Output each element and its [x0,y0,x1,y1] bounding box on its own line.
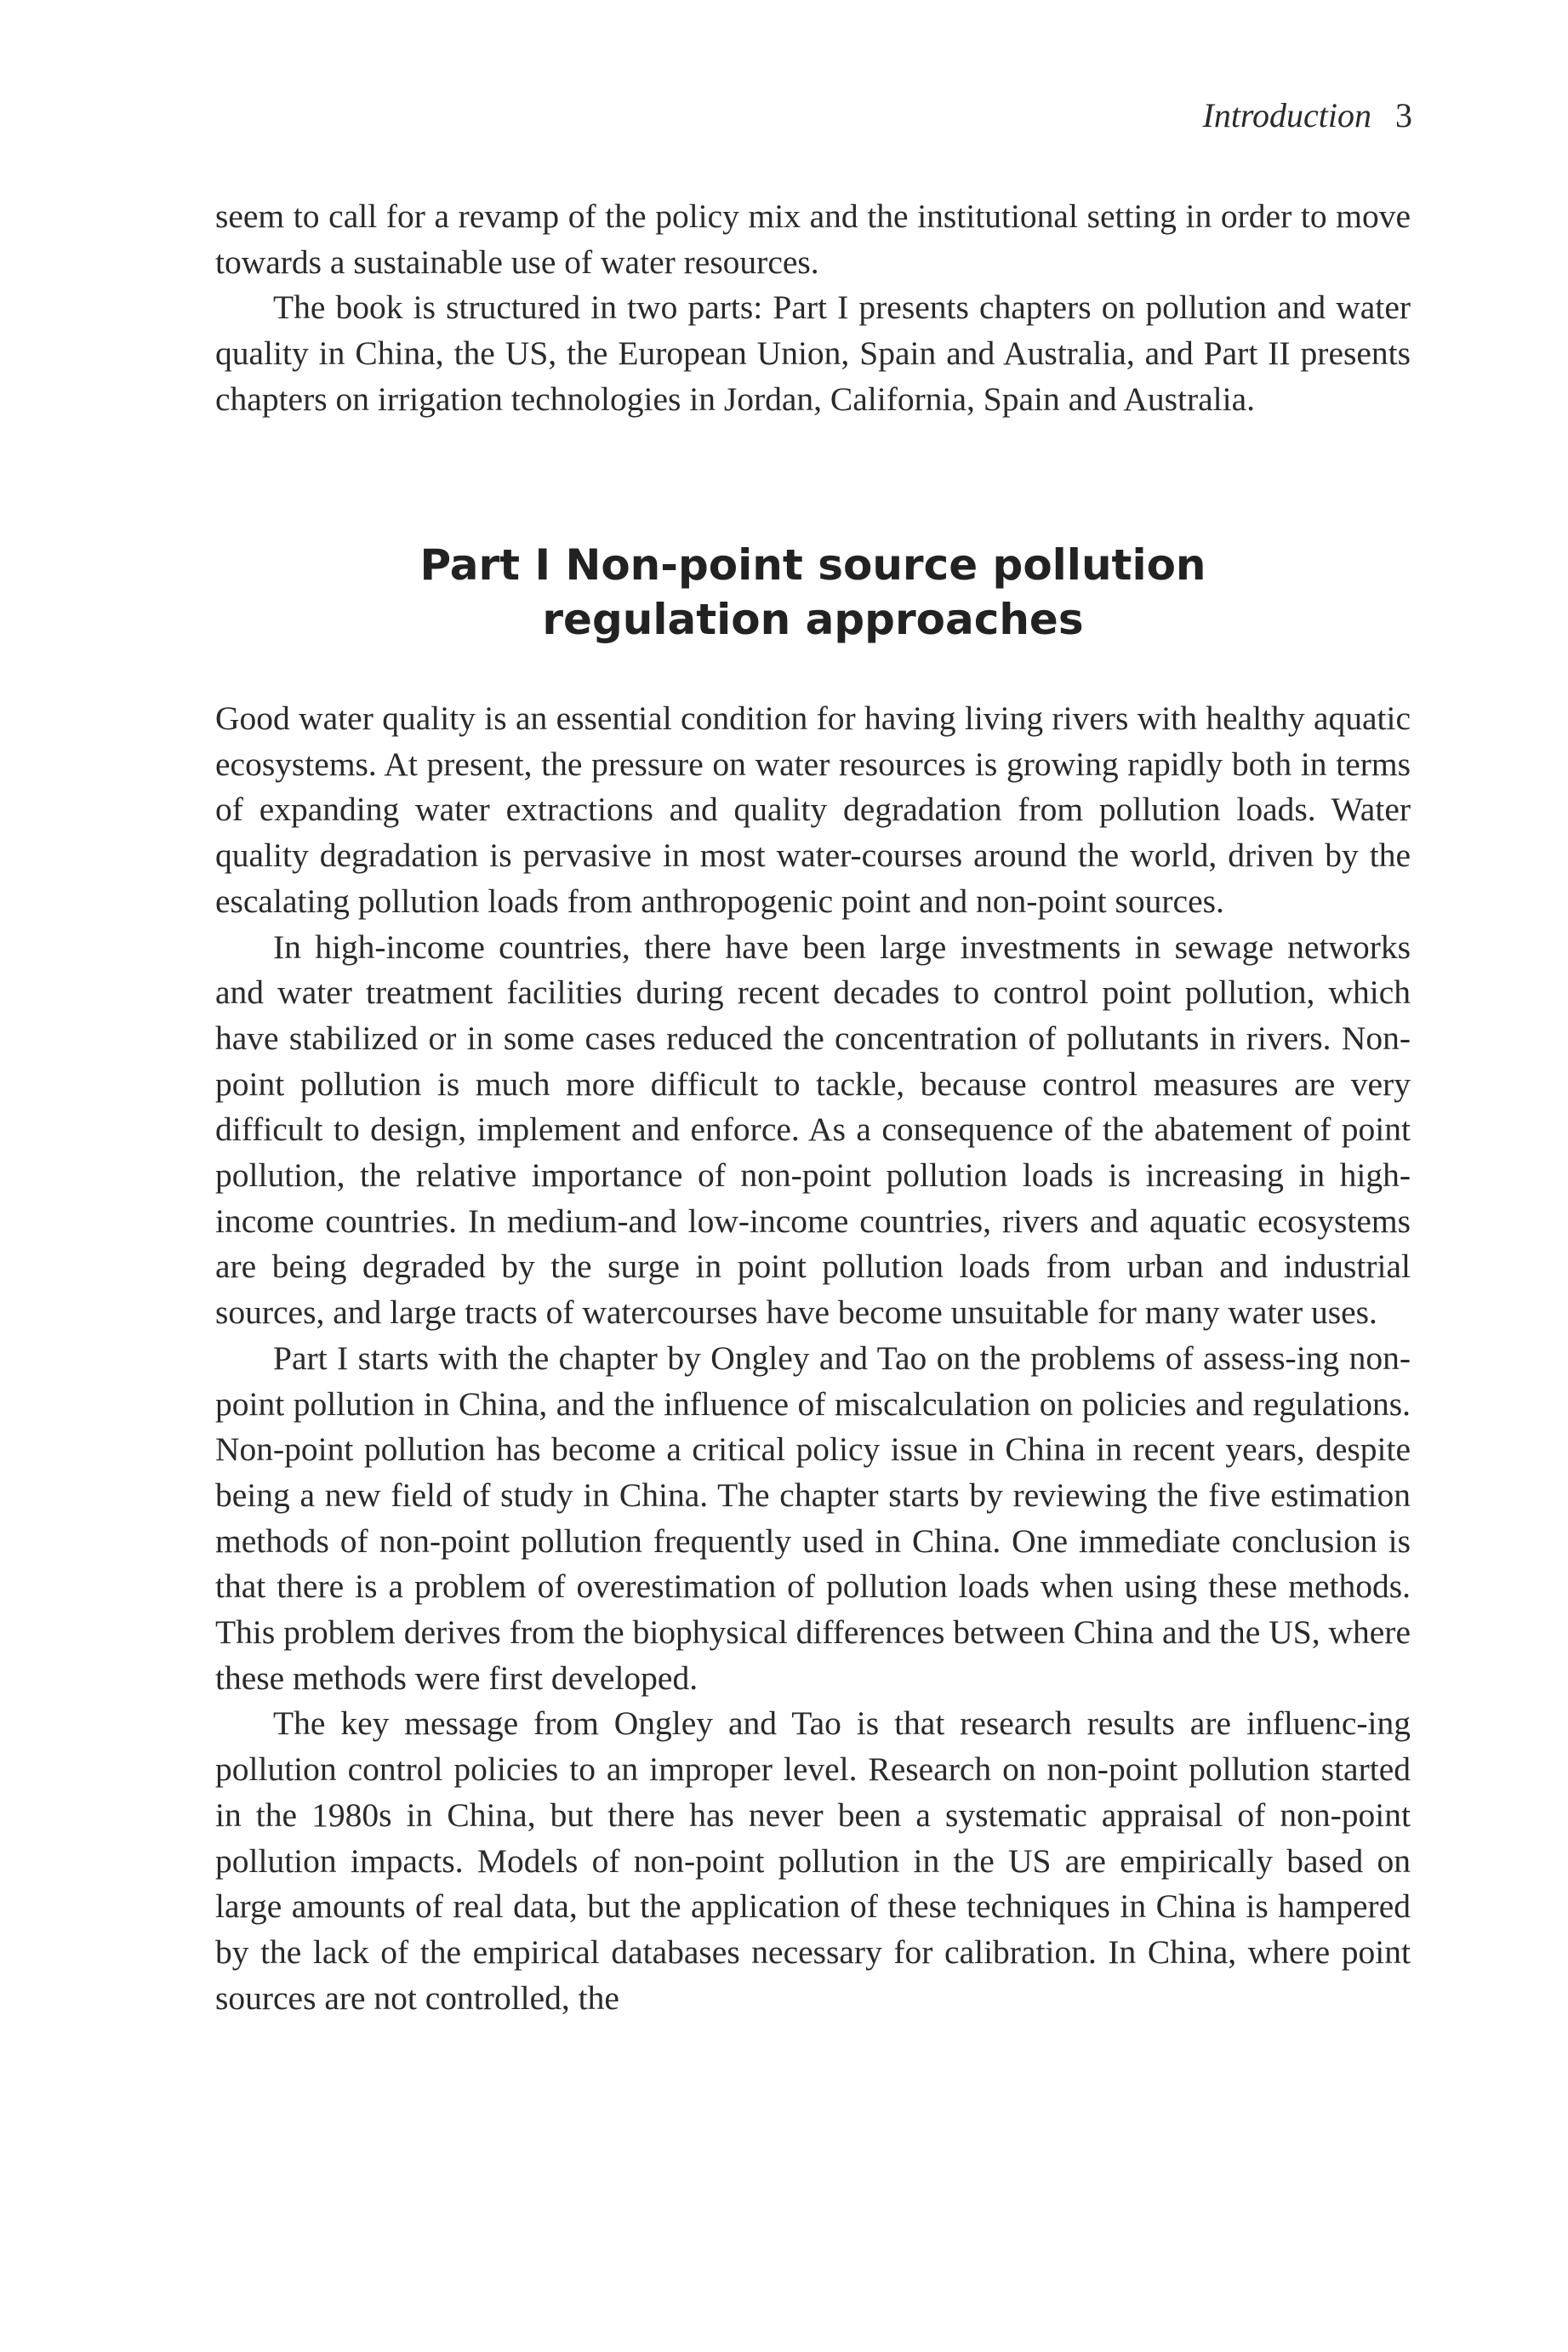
paragraph-continuation: seem to call for a revamp of the policy mix and the institutional setting in order to move towards a sustainable use of water resources. [215,197,1411,281]
running-head-title: Introduction [1202,96,1371,134]
paragraph-book-structure: The book is structured in two parts: Part I presents chapters on pollution and water quality in China, the US, the European Union, Spain and Australia, and Part II presents chapters on irrigation technologies in Jordan, California, Spain and Australia. [215,288,1411,418]
page-number: 3 [1395,96,1412,134]
paragraph-high-income-countries: In high-income countries, there have been large investments in sewage networks and water treatment facilities during recent decades to control point pollution, which have stabilized or in some cases reduced the concentration of pollutants in rivers. Non-point pollution is much more difficult to tackle, because control measures are very difficult to design, implement and enforce. As a consequence of the abatement of point pollution, the relative importance of non-point pollution loads is increasing in high-income countries. In medium-and low-income countries, rivers and aquatic ecosystems are being degraded by the surge in point pollution loads from urban and industrial sources, and large tracts of watercourses have become unsuitable for many water uses. [215,928,1411,1332]
paragraph-part-one-intro: Part I starts with the chapter by Ongley and Tao on the problems of assess-ing non-point pollution in China, and the influence of miscalculation on policies and regulations. Non-point pollution has become a critical policy issue in China in recent years, despite being a new field of study in China. The chapter starts by reviewing the five estimation methods of non-point pollution frequently used in China. One immediate conclusion is that there is a problem of overestimation of pollution loads when using these methods. This problem derives from the biophysical differences between China and the US, where these methods were first developed. [215,1339,1411,1697]
paragraph-water-quality: Good water quality is an essential condition for having living rivers with healthy aquatic ecosystems. At present, the pressure on water resources is growing rapidly both in terms of expanding water extractions and quality degradation from pollution loads. Water quality degradation is pervasive in most water-courses around the world, driven by the escalating pollution loads from anthropogenic point and non-point sources. [215,699,1411,920]
section-body [215,696,1411,2021]
section-heading [215,538,1411,647]
paragraph-key-message: The key message from Ongley and Tao is that research results are influenc-ing pollution control policies to an improper level. Research on non-point pollution started in the 1980s in China, but there has never been a systematic appraisal of non-point pollution impacts. Models of non-point pollution in the US are empirically based on large amounts of real data, but the application of these techniques in China is hampered by the lack of the empirical databases necessary for calibration. In China, where point sources are not controlled, the [215,1704,1411,2017]
section-heading-line-1: Part I Non-point source pollution [419,540,1206,590]
section-heading-line-2: regulation approaches [542,595,1084,644]
running-head [1203,92,1413,140]
opening-text-block [215,194,1411,423]
